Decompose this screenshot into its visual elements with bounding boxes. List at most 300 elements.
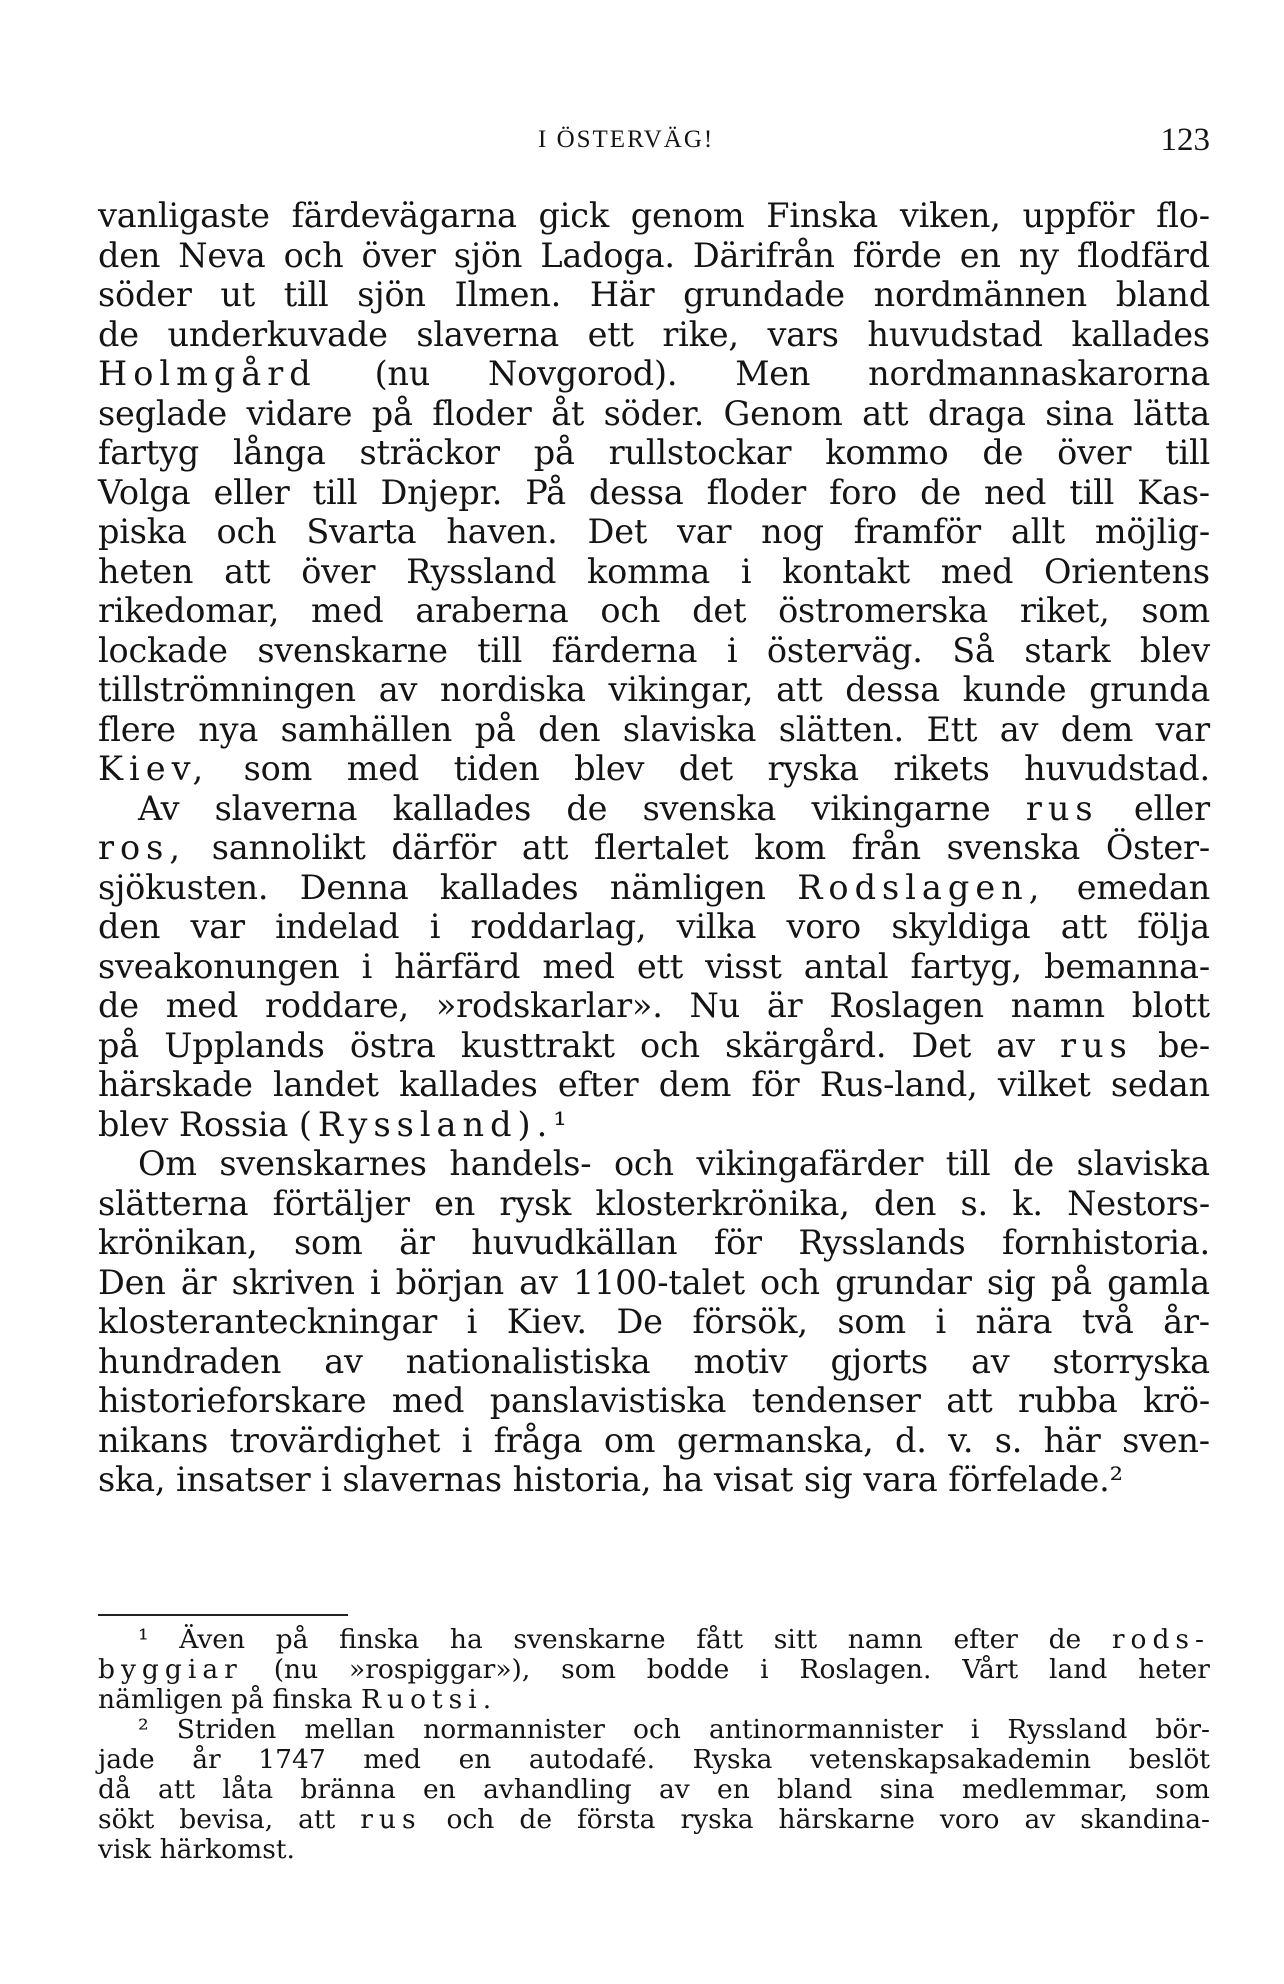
word: nämligen <box>609 867 766 907</box>
word: fartyg <box>98 433 200 472</box>
word: till <box>1165 433 1210 472</box>
body-line <box>98 354 1210 394</box>
word: Ryssland <box>406 551 557 591</box>
word: att <box>224 551 271 591</box>
word: försök, <box>692 1302 808 1341</box>
word: nikans <box>98 1420 209 1460</box>
word: nämligen <box>98 1684 223 1715</box>
word: Ryssland <box>1007 1714 1128 1745</box>
word: den <box>98 235 161 275</box>
word: härfärd <box>394 946 521 986</box>
word: skyldiga <box>891 907 1031 946</box>
word: vars <box>767 314 839 354</box>
word: medlemmar, <box>961 1774 1128 1805</box>
word: Kas- <box>1137 472 1210 512</box>
word: heten <box>98 551 194 591</box>
word: att <box>158 1774 196 1805</box>
word: Holmgård <box>98 354 317 393</box>
word: låta <box>222 1774 274 1805</box>
word: på <box>474 709 516 749</box>
word: draga <box>927 393 1026 433</box>
word: ¹ <box>138 1624 149 1655</box>
body-line <box>98 631 1210 671</box>
word: med <box>363 1744 422 1775</box>
word: härskade <box>98 1065 253 1104</box>
word: rysk <box>499 1183 572 1223</box>
word: heter <box>1138 1654 1210 1685</box>
word: vilka <box>676 907 757 946</box>
word: Om <box>138 1144 197 1183</box>
word: är <box>766 986 803 1025</box>
word: finska <box>339 1624 420 1655</box>
word: sina <box>1045 393 1114 433</box>
word: bör- <box>1155 1714 1210 1745</box>
word: Ladoga. <box>540 235 675 275</box>
word: år- <box>1163 1302 1210 1341</box>
word: floder <box>432 393 532 433</box>
word: en <box>717 1774 750 1805</box>
word: Därifrån <box>692 235 835 275</box>
word: svenskarne <box>513 1624 666 1655</box>
body-line <box>98 868 1210 908</box>
word: sitt <box>773 1624 818 1655</box>
word: skandina- <box>1080 1804 1210 1835</box>
body-line <box>98 1184 1210 1224</box>
word: Roslagen. <box>799 1654 932 1685</box>
word: den <box>874 1183 937 1223</box>
word: åt <box>551 393 585 433</box>
word: sökt <box>98 1804 155 1835</box>
word: tillströmningen <box>98 670 356 709</box>
word: lockade <box>98 630 228 670</box>
word: och <box>613 1144 674 1183</box>
word: nya <box>198 709 259 749</box>
word: österväg. <box>766 630 923 670</box>
word: gick <box>538 196 609 235</box>
word: kontakt <box>782 551 910 591</box>
word: början <box>395 1262 504 1302</box>
word: krönikan, <box>98 1223 258 1262</box>
word: slaviska <box>1076 1144 1210 1183</box>
word: Volga <box>98 472 191 512</box>
word: den <box>538 709 601 749</box>
word: slaviska <box>622 709 757 749</box>
word: s. <box>960 1183 988 1223</box>
word: sannolikt <box>211 828 366 867</box>
word: över <box>1057 433 1132 472</box>
word: genom <box>630 196 745 235</box>
word: storryska <box>1052 1341 1210 1381</box>
word: och <box>216 512 277 551</box>
body-line <box>98 473 1210 513</box>
word: roddarlag, <box>470 907 647 946</box>
word: bevisa, <box>179 1804 274 1835</box>
word: en <box>423 1774 456 1805</box>
body-line <box>98 1223 1210 1263</box>
word: trovärdighet <box>229 1420 441 1460</box>
word: att <box>1060 907 1107 946</box>
word: i <box>461 1420 473 1460</box>
word: i <box>429 907 441 946</box>
body-line <box>98 1302 1210 1342</box>
word: och <box>600 591 661 630</box>
word: namn <box>1010 986 1105 1025</box>
word: sig <box>803 1460 853 1499</box>
word: antinormannister <box>708 1714 943 1745</box>
word: Rossia <box>178 1104 289 1144</box>
word: härkomst. <box>159 1834 295 1865</box>
word: historieforskare <box>98 1381 367 1420</box>
word: av <box>999 709 1039 749</box>
word: en <box>959 235 1001 275</box>
word: visat <box>713 1460 794 1499</box>
word: här <box>1043 1420 1101 1460</box>
word: i <box>726 630 738 670</box>
footnote-line <box>98 1745 1210 1775</box>
word: två <box>1081 1302 1134 1341</box>
word: en <box>458 1744 492 1775</box>
word: Ett <box>926 709 978 749</box>
word: på <box>371 393 413 433</box>
word: färderna <box>551 630 698 670</box>
word: är <box>180 1262 217 1302</box>
word: sveakonungen <box>98 946 340 986</box>
page-header <box>98 122 1210 172</box>
word: slätterna <box>98 1183 249 1223</box>
word: ett <box>636 946 684 986</box>
word: Ilmen. <box>454 275 562 314</box>
word: Striden <box>176 1714 277 1745</box>
word: fråga <box>493 1420 583 1460</box>
word: ska, <box>98 1460 166 1499</box>
word: historia, <box>512 1460 652 1499</box>
footnotes <box>98 1625 1210 1865</box>
word: riket, <box>1019 591 1110 630</box>
word: Men <box>735 354 811 393</box>
word: söder. <box>603 393 705 433</box>
word: färdevägarna <box>291 196 517 235</box>
word: Öster- <box>1105 828 1210 867</box>
body-line <box>98 275 1210 315</box>
word: Den <box>98 1262 166 1302</box>
word: eller <box>213 472 290 512</box>
word: kusttrakt <box>460 1025 615 1065</box>
word: att <box>946 1381 993 1420</box>
word: Så <box>952 630 995 670</box>
word: vidare <box>246 393 353 433</box>
word: en <box>434 1183 476 1223</box>
word: samhällen <box>280 709 453 749</box>
word: som <box>1141 591 1210 630</box>
word: voro <box>939 1804 1000 1835</box>
word: att <box>776 670 823 709</box>
word: ned <box>984 472 1047 512</box>
word: indelad <box>275 907 400 946</box>
word: mellan <box>304 1714 396 1745</box>
word: var <box>190 907 245 946</box>
word: krö- <box>1142 1381 1210 1420</box>
word: rubba <box>1018 1381 1118 1420</box>
word: ny <box>1018 235 1059 275</box>
word: Vårt <box>962 1654 1019 1685</box>
body-line <box>98 512 1210 552</box>
word: blev <box>98 1104 169 1144</box>
word: och <box>283 235 344 275</box>
word: över <box>361 235 436 275</box>
word: om <box>603 1420 656 1460</box>
word: panslavistiska <box>489 1381 727 1420</box>
word: är <box>399 1223 435 1262</box>
word: Nu <box>689 986 741 1025</box>
word: piska <box>98 512 187 551</box>
word: till <box>945 1144 991 1183</box>
word: rus <box>1060 1025 1133 1065</box>
footnote-line <box>98 1715 1210 1745</box>
word: efter <box>557 1065 639 1104</box>
word: flere <box>98 709 176 749</box>
word: det <box>678 749 733 788</box>
word: vilket <box>997 1065 1091 1104</box>
word: rikets <box>893 749 990 788</box>
word: de <box>920 472 961 512</box>
word: de <box>1048 1624 1082 1655</box>
word: kallades <box>399 1065 538 1104</box>
word: av <box>658 1774 690 1805</box>
word: eller <box>1133 788 1210 828</box>
word: vikingarne <box>811 788 991 828</box>
word: antal <box>803 946 889 986</box>
word: för <box>751 1065 800 1104</box>
word: foro <box>829 472 898 512</box>
footnote-line <box>98 1775 1210 1805</box>
word: ut <box>220 275 256 314</box>
word: gjorts <box>830 1341 928 1381</box>
word: och <box>760 1262 820 1302</box>
word: bränna <box>300 1774 396 1805</box>
word: Rus-land, <box>819 1065 978 1104</box>
word: landet <box>272 1065 379 1104</box>
word: insatser <box>176 1460 311 1499</box>
body-line <box>98 196 1210 236</box>
word: blev <box>1139 630 1210 670</box>
word: de <box>1013 1144 1054 1183</box>
footnote-line <box>98 1625 1210 1655</box>
word: ha <box>662 1460 704 1499</box>
word: som <box>837 1302 906 1341</box>
word: som <box>1155 1774 1210 1805</box>
word: och <box>633 1714 681 1745</box>
word: floder <box>706 472 807 512</box>
word: de <box>98 986 139 1025</box>
word: finska <box>272 1684 353 1715</box>
word: grunda <box>1089 670 1210 709</box>
word: ryska <box>767 749 859 788</box>
body-line <box>98 236 1210 276</box>
body-line <box>98 907 1210 947</box>
word: rus <box>1025 788 1099 828</box>
word: möjlig- <box>1094 512 1210 551</box>
word: ett <box>587 314 634 354</box>
word: emedan <box>1076 867 1210 907</box>
footnote-line <box>98 1685 1210 1715</box>
word: och <box>640 1025 700 1065</box>
body-line <box>98 394 1210 434</box>
word: östromerska <box>778 591 988 630</box>
word: nordmännen <box>873 275 1088 314</box>
word: v. <box>948 1420 974 1460</box>
word: de <box>566 788 608 828</box>
word: till <box>312 472 358 512</box>
word: kunde <box>962 670 1067 709</box>
word: förde <box>852 235 942 275</box>
word: var <box>676 512 732 551</box>
footnote-line <box>98 1835 1210 1865</box>
word: seglade <box>98 393 228 433</box>
body-line <box>98 1421 1210 1461</box>
word: motiv <box>693 1341 788 1381</box>
body-line <box>98 1263 1210 1303</box>
word: Svarta <box>306 512 417 551</box>
word: av <box>519 1262 558 1302</box>
word: 1100-talet <box>572 1262 745 1302</box>
word: Dnjepr. <box>380 472 503 512</box>
word: sjön <box>357 275 426 314</box>
word: blev <box>574 749 645 788</box>
word: fartyg, <box>910 946 1022 986</box>
word: på <box>533 433 575 472</box>
word: med <box>346 749 420 788</box>
word: av <box>1024 1804 1056 1835</box>
word: de <box>982 433 1024 472</box>
word: kommo <box>825 433 949 472</box>
body-line <box>98 789 1210 829</box>
word: grundade <box>683 275 845 314</box>
word: att <box>862 393 909 433</box>
word: avhandling <box>483 1774 632 1805</box>
word: ros, <box>98 828 187 867</box>
word: över <box>301 551 376 591</box>
word: Av <box>138 788 180 828</box>
word: Ruotsi. <box>361 1684 498 1715</box>
word: till <box>283 275 329 314</box>
body-line <box>98 986 1210 1026</box>
body-line <box>98 591 1210 631</box>
word: huvudstad <box>867 314 1043 354</box>
word: bemanna- <box>1044 946 1210 986</box>
word: dessa <box>845 670 940 709</box>
word: d. <box>894 1420 927 1460</box>
body-line <box>98 1342 1210 1382</box>
word: av <box>324 1341 363 1381</box>
word: första <box>576 1804 656 1835</box>
word: hundraden <box>98 1341 282 1381</box>
word: beslöt <box>1128 1744 1210 1775</box>
body-line <box>98 1460 1210 1500</box>
word: Novgorod). <box>488 354 678 393</box>
footnote-line <box>98 1655 1210 1685</box>
body-line <box>98 1026 1210 1066</box>
word: och <box>446 1804 495 1835</box>
word: som <box>243 749 313 788</box>
word: den <box>98 907 161 946</box>
word: det <box>692 591 747 630</box>
word: slätten. <box>778 709 905 749</box>
word: dessa <box>588 472 684 512</box>
word: svenska <box>642 788 777 828</box>
word: bland <box>777 1774 853 1805</box>
word: klosteranteckningar <box>98 1302 438 1341</box>
word: slaverna <box>214 788 358 828</box>
word: (Ryssland).¹ <box>298 1104 573 1144</box>
word: för <box>713 1223 762 1262</box>
word: vetenskapsakademin <box>810 1744 1092 1775</box>
word: följa <box>1137 907 1210 946</box>
word: svenskarnes <box>219 1144 427 1183</box>
word: 1747 <box>258 1744 326 1775</box>
word: slavernas <box>342 1460 502 1499</box>
word: tiden <box>453 749 540 788</box>
word: sjökusten. <box>98 867 269 907</box>
word: Kiev, <box>98 749 210 788</box>
word: sträckor <box>359 433 500 472</box>
word: vikingar, <box>608 670 754 709</box>
word: förtäljer <box>272 1183 410 1223</box>
word: Finska <box>766 196 879 235</box>
word: sig <box>986 1262 1036 1302</box>
word: Kiev. <box>506 1302 587 1341</box>
word: med <box>311 591 384 630</box>
word: (nu <box>273 1654 319 1685</box>
body-line <box>98 1144 1210 1184</box>
running-title: I ÖSTERVÄG! <box>538 126 715 153</box>
word: Roslagen <box>829 986 984 1025</box>
word: Ryska <box>692 1744 773 1775</box>
word: förfelade.² <box>948 1460 1123 1499</box>
body-line <box>98 947 1210 987</box>
word: med <box>391 1381 465 1420</box>
word: östra <box>349 1025 436 1065</box>
word: rods- <box>1111 1624 1210 1655</box>
word: slaverna <box>416 314 559 354</box>
word: som <box>294 1223 363 1262</box>
word: germanska, <box>676 1420 874 1460</box>
word: svenskarne <box>257 630 448 670</box>
body-line <box>98 828 1210 868</box>
word: i <box>935 1302 946 1341</box>
word: tendenser <box>751 1381 921 1420</box>
word: »rodskarlar». <box>435 986 663 1025</box>
word: av <box>971 1341 1010 1381</box>
word: med <box>940 551 1014 591</box>
word: fått <box>696 1624 744 1655</box>
word: kom <box>754 828 826 867</box>
body-line <box>98 749 1210 789</box>
word: Rysslands <box>798 1223 966 1262</box>
word: de <box>519 1804 553 1835</box>
word: fornhistoria. <box>1001 1223 1210 1262</box>
word: Rodslagen, <box>797 867 1046 907</box>
word: sven- <box>1122 1420 1210 1460</box>
word: De <box>616 1302 663 1341</box>
word: rikedomar, <box>98 591 280 630</box>
word: långa <box>232 433 326 472</box>
word: härskarne <box>778 1804 915 1835</box>
body-line <box>98 433 1210 473</box>
word: i <box>321 1460 332 1499</box>
body-line <box>98 670 1210 710</box>
word: nordmannaskarorna <box>868 354 1210 393</box>
word: på <box>1050 1262 1092 1302</box>
